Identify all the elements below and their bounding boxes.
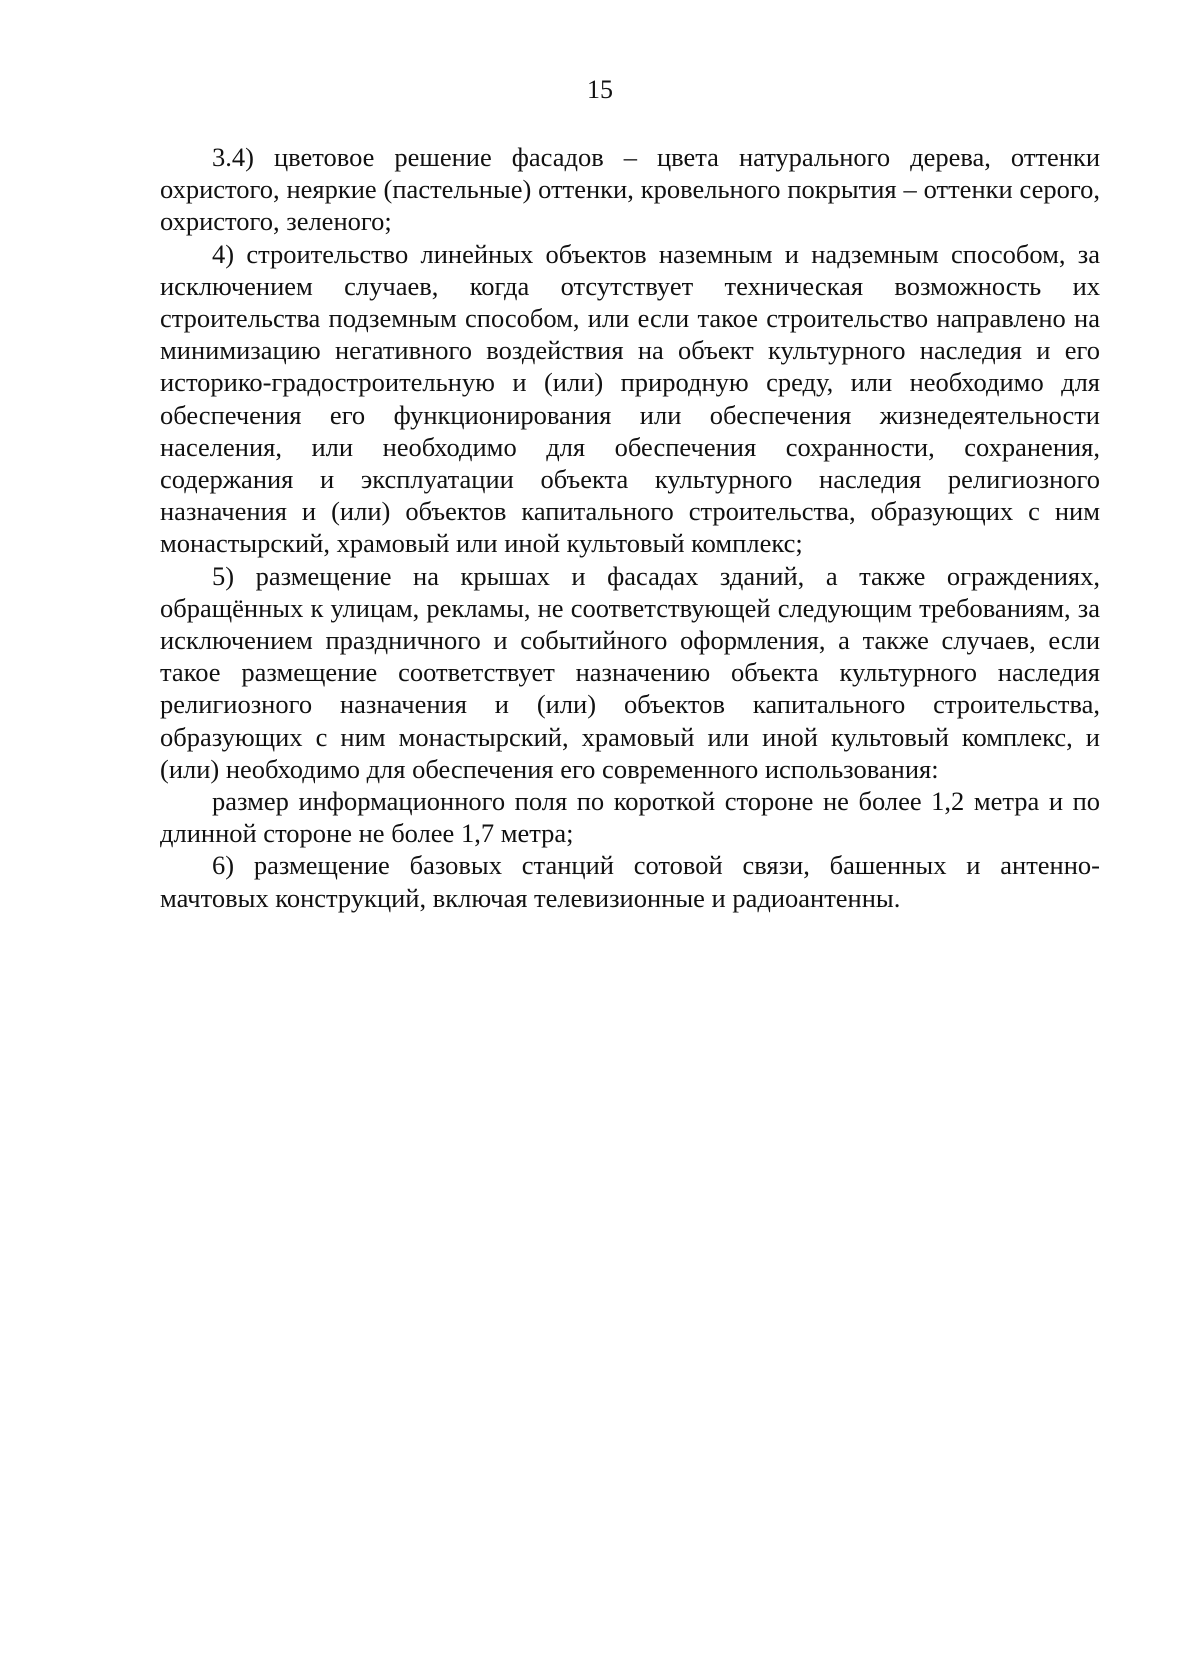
paragraph-3-4-facade-colors: 3.4) цветовое решение фасадов – цвета натурального дерева, оттенки охристого, неяркие (пастельные) оттенки, кровельного покрытия – оттенки серого, охристого, зеленого; <box>160 142 1100 237</box>
document-body <box>160 141 1100 914</box>
paragraph-info-field-size: размер информационного поля по короткой стороне не более 1,2 метра и по длинной стороне не более 1,7 метра; <box>160 786 1100 849</box>
paragraph-5-advertising: 5) размещение на крышах и фасадах зданий, а также ограждениях, обращённых к улицам, рекламы, не соответствующей следующим требованиям, за исключением праздничного и событийного оформления, а также случаев, если такое размещение соответствует назначению объекта культурного наследия религиозного назначения и (или) объектов капитального строительства, образующих с ним монастырский, храмовый или иной культовый комплекс, и (или) необходимо для обеспечения его современного использования: <box>160 560 1100 784</box>
page-number: 15 <box>587 75 613 104</box>
paragraph-4-linear-objects: 4) строительство линейных объектов наземным и надземным способом, за исключением случаев, когда отсутствует техническая возможность их строительства подземным способом, или если такое строительство направлено на минимизацию негативного воздействия на объект культурного наследия и его историко-градостроительную и (или) природную среду, или необходимо для обеспечения его функционирования или обеспечения жизнедеятельности населения, или необходимо для обеспечения сохранности, сохранения, содержания и эксплуатации объекта культурного наследия религиозного назначения и (или) объектов капитального строительства, образующих с ним монастырский, храмовый или иной культовый комплекс; <box>160 238 1100 559</box>
paragraph-6-base-stations: 6) размещение базовых станций сотовой связи, башенных и антенно-мачтовых конструкций, включая телевизионные и радиоантенны. <box>160 850 1100 913</box>
